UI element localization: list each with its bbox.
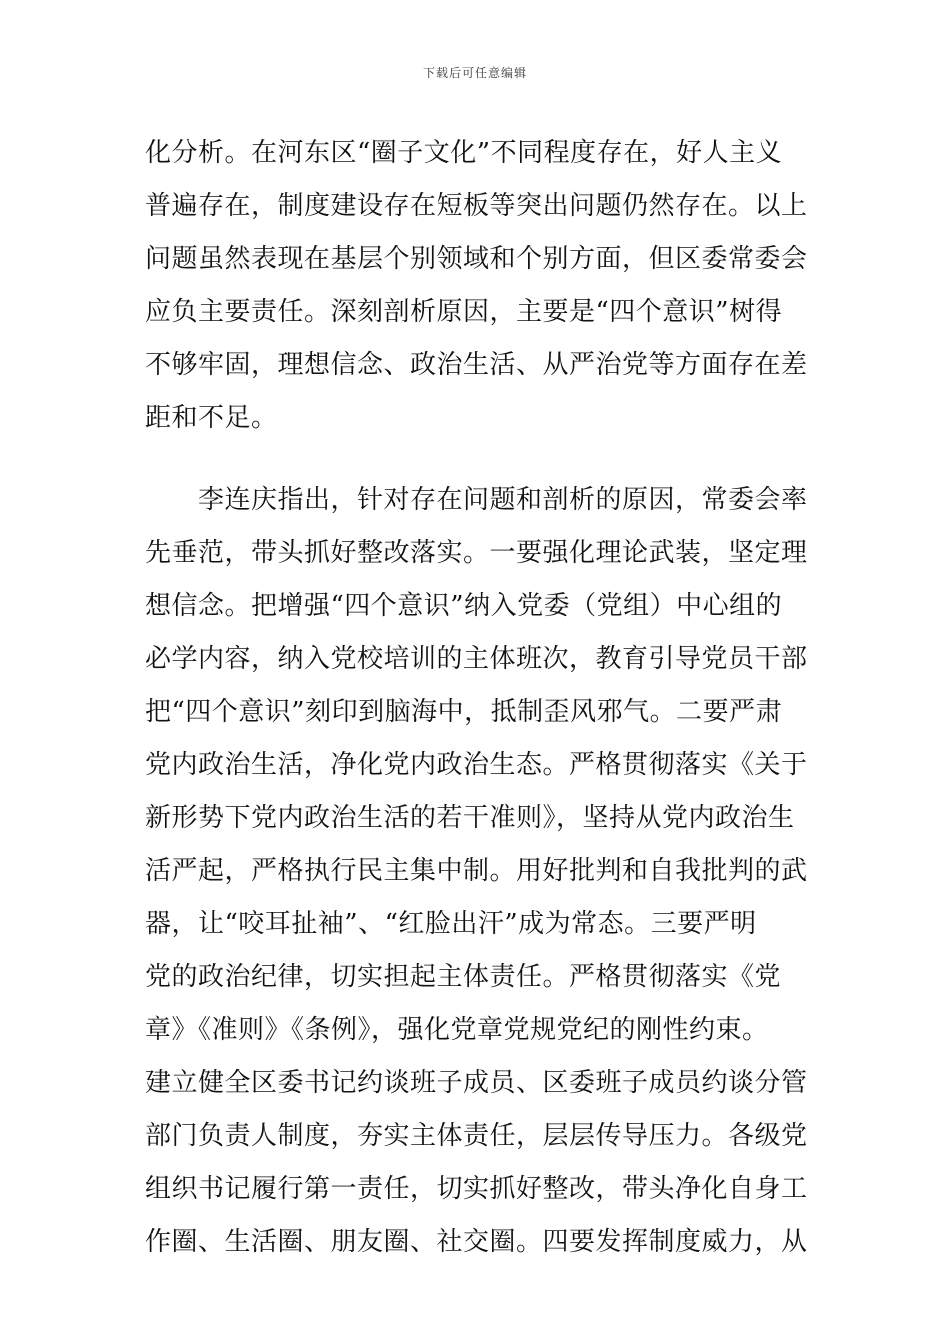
page-header: 下载后可任意编辑	[422, 66, 527, 80]
text-line: 部门负责人制度，夯实主体责任，层层传导压力。各级党	[145, 1121, 808, 1151]
text-line: 章》《准则》《条例》，强化党章党规党纪的刚性约束。	[145, 1015, 769, 1045]
paragraph-2	[145, 474, 807, 1269]
paragraph-1	[145, 127, 807, 445]
text-line: 新形势下党内政治生活的若干准则》，坚持从党内政治生	[145, 803, 795, 833]
text-line: 活严起，严格执行民主集中制。用好批判和自我批判的武	[145, 856, 808, 886]
text-line: 应负主要责任。深刻剖析原因，主要是“四个意识”树得	[145, 297, 783, 327]
text-line: 先垂范，带头抓好整改落实。一要强化理论武装，坚定理	[145, 538, 808, 568]
text-line: 作圈、生活圈、朋友圈、社交圈。四要发挥制度威力，从	[145, 1227, 808, 1257]
text-line: 李连庆指出，针对存在问题和剖析的原因，常委会率	[145, 485, 808, 515]
text-line: 党内政治生活，净化党内政治生态。严格贯彻落实《关于	[145, 750, 808, 780]
text-line: 必学内容，纳入党校培训的主体班次，教育引导党员干部	[145, 644, 808, 674]
text-line: 距和不足。	[145, 403, 278, 433]
text-line: 化分析。在河东区“圈子文化”不同程度存在，好人主义	[145, 138, 783, 168]
text-line: 组织书记履行第一责任，切实抓好整改，带头净化自身工	[145, 1174, 808, 1204]
text-line: 想信念。把增强“四个意识”纳入党委（党组）中心组的	[145, 591, 783, 621]
text-line: 器，让“咬耳扯袖”、“红脸出汗”成为常态。三要严明	[145, 909, 757, 939]
text-line: 不够牢固，理想信念、政治生活、从严治党等方面存在差	[145, 350, 808, 380]
text-line: 建立健全区委书记约谈班子成员、区委班子成员约谈分管	[145, 1068, 808, 1098]
text-line: 党的政治纪律，切实担起主体责任。严格贯彻落实《党	[145, 962, 782, 992]
text-line: 问题虽然表现在基层个别领域和个别方面，但区委常委会	[145, 244, 808, 274]
text-line: 把“四个意识”刻印到脑海中，抵制歪风邪气。二要严肃	[145, 697, 783, 727]
text-line: 普遍存在，制度建设存在短板等突出问题仍然存在。以上	[145, 191, 808, 221]
